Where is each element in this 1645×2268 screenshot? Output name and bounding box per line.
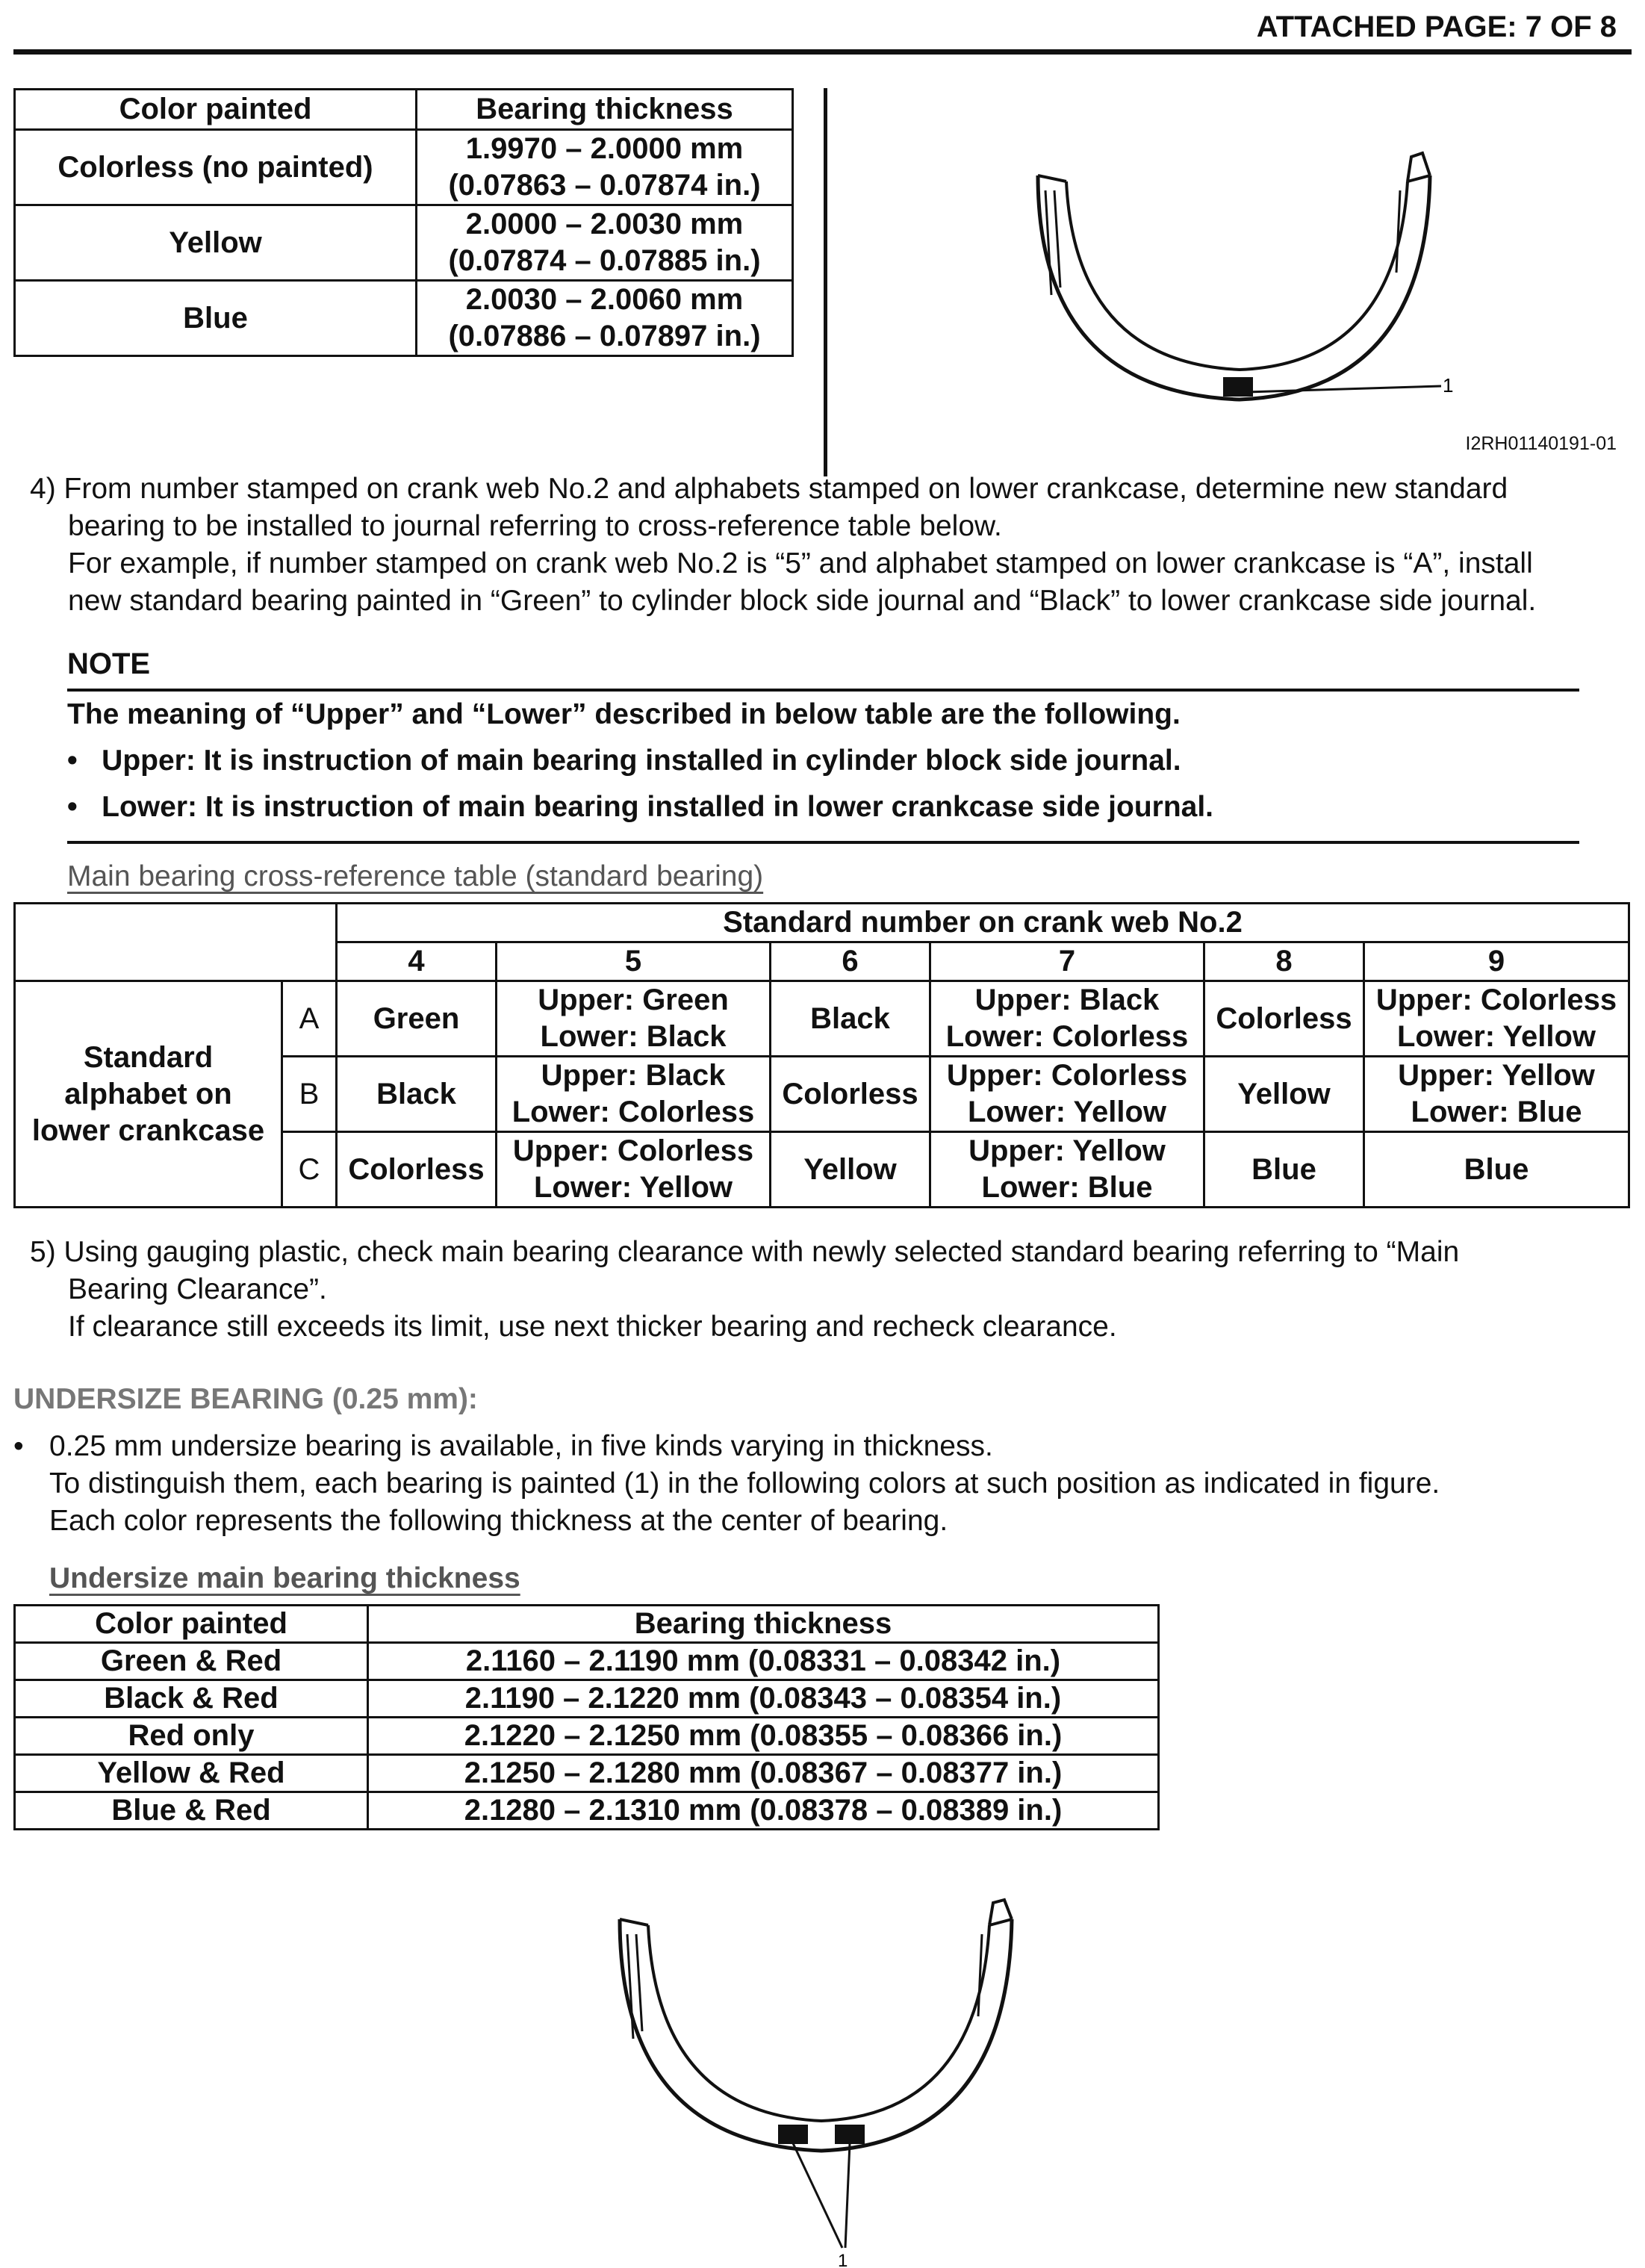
col-header-5: 5: [497, 942, 771, 981]
note-intro: The meaning of “Upper” and “Lower” described in below table are the following.: [67, 698, 1181, 730]
bearing-figure-1: [1023, 146, 1456, 414]
table-cell: Yellow: [1204, 1057, 1364, 1132]
table-cell: Upper: Yellow Lower: Blue: [930, 1132, 1204, 1208]
table-cell-thickness: 2.1190 – 2.1220 mm (0.08343 – 0.08354 in.): [368, 1680, 1159, 1718]
table-cell: Upper: Black Lower: Colorless: [930, 981, 1204, 1057]
table-cell: Colorless: [771, 1057, 930, 1132]
table-cell: Upper: Colorless Lower: Yellow: [1364, 981, 1629, 1057]
table-cell: Black: [337, 1057, 497, 1132]
table-cell: Colorless: [1204, 981, 1364, 1057]
step-5: 5) Using gauging plastic, check main bearing clearance with newly selected standard bearing referring to “Main Bearing Clearance”. If clearance still exceeds its limit, use next thicker bearing and recheck clearance.: [30, 1236, 1460, 1343]
table-corner: [15, 904, 337, 981]
table-cell: Upper: Green Lower: Black: [497, 981, 771, 1057]
table-cell: Colorless: [337, 1132, 497, 1208]
figure2-callout: 1: [838, 2251, 848, 2268]
table-cell-color: Blue: [15, 281, 417, 356]
table-cell-thickness: 2.0030 – 2.0060 mm (0.07886 – 0.07897 in.): [417, 281, 793, 356]
cross-ref-title: Main bearing cross-reference table (standard bearing): [67, 860, 764, 892]
col-header-6: 6: [771, 942, 930, 981]
table-header-thickness: Bearing thickness: [417, 90, 793, 130]
header-rule: [13, 49, 1632, 55]
table-cell-color: Colorless (no painted): [15, 130, 417, 205]
table-cell: Upper: Colorless Lower: Yellow: [497, 1132, 771, 1208]
table-cell-color: Black & Red: [15, 1680, 368, 1718]
figure1-code: I2RH01140191-01: [1465, 433, 1617, 454]
col-group-header: Standard number on crank web No.2: [337, 904, 1629, 942]
row-letter-c: C: [282, 1132, 337, 1208]
undersize-table: [13, 1604, 1160, 1830]
note-rule-top: [67, 689, 1579, 692]
bearing-thickness-table: [13, 88, 794, 357]
step-4: 4) From number stamped on crank web No.2 and alphabets stamped on lower crankcase, determine new standard bearing to be installed to journal referring to cross-reference table below. For example, if number stamped on crank web No.2 is “5” and alphabet stamped on lower crankcase is “A”, install new standard bearing painted in “Green” to cylinder block side journal and “Black” to lower crankcase side journal.: [30, 473, 1537, 617]
table-cell: Upper: Yellow Lower: Blue: [1364, 1057, 1629, 1132]
table-cell-thickness: 2.0000 – 2.0030 mm (0.07874 – 0.07885 in.): [417, 205, 793, 281]
undersize-text: • 0.25 mm undersize bearing is available, in five kinds varying in thickness. To distinguish them, each bearing is painted (1) in the following colors at such position as indicated in figure. Each color represents the following thickness at the center of bearing.: [13, 1430, 1440, 1537]
undersize-heading: UNDERSIZE BEARING (0.25 mm):: [13, 1383, 478, 1415]
col-header-9: 9: [1364, 942, 1629, 981]
table-header-thickness: Bearing thickness: [368, 1606, 1159, 1643]
table-cell-color: Green & Red: [15, 1643, 368, 1680]
cross-ref-table: [13, 902, 1630, 1208]
col-header-8: 8: [1204, 942, 1364, 981]
table-cell-thickness: 1.9970 – 2.0000 mm (0.07863 – 0.07874 in.): [417, 130, 793, 205]
row-group-header: Standard alphabet on lower crankcase: [15, 981, 282, 1208]
note-rule-bottom: [67, 841, 1579, 844]
figure1-callout: 1: [1443, 374, 1454, 397]
figure-divider: [824, 88, 827, 476]
table-cell-thickness: 2.1220 – 2.1250 mm (0.08355 – 0.08366 in.): [368, 1718, 1159, 1755]
table-cell-color: Yellow & Red: [15, 1755, 368, 1792]
col-header-7: 7: [930, 942, 1204, 981]
table-cell: Blue: [1204, 1132, 1364, 1208]
page-label: ATTACHED PAGE: 7 OF 8: [1256, 10, 1617, 43]
note-bullet-upper: • Upper: It is instruction of main bearing installed in cylinder block side journal.: [67, 745, 1181, 777]
table-cell: Upper: Colorless Lower: Yellow: [930, 1057, 1204, 1132]
table-header-color: Color painted: [15, 1606, 368, 1643]
bearing-figure-2: [605, 1897, 1038, 2268]
row-letter-b: B: [282, 1057, 337, 1132]
table-cell: Black: [771, 981, 930, 1057]
col-header-4: 4: [337, 942, 497, 981]
table-cell-thickness: 2.1250 – 2.1280 mm (0.08367 – 0.08377 in.): [368, 1755, 1159, 1792]
table-header-color: Color painted: [15, 90, 417, 130]
table-cell-thickness: 2.1160 – 2.1190 mm (0.08331 – 0.08342 in.): [368, 1643, 1159, 1680]
row-letter-a: A: [282, 981, 337, 1057]
table-cell: Yellow: [771, 1132, 930, 1208]
table-cell: Blue: [1364, 1132, 1629, 1208]
note-title: NOTE: [67, 647, 151, 680]
table-cell-color: Red only: [15, 1718, 368, 1755]
table-cell-color: Yellow: [15, 205, 417, 281]
table-cell-color: Blue & Red: [15, 1792, 368, 1830]
undersize-table-title: Undersize main bearing thickness: [49, 1562, 520, 1594]
table-cell: Green: [337, 981, 497, 1057]
note-bullet-lower: • Lower: It is instruction of main bearing installed in lower crankcase side journal.: [67, 791, 1214, 823]
table-cell-thickness: 2.1280 – 2.1310 mm (0.08378 – 0.08389 in.): [368, 1792, 1159, 1830]
table-cell: Upper: Black Lower: Colorless: [497, 1057, 771, 1132]
